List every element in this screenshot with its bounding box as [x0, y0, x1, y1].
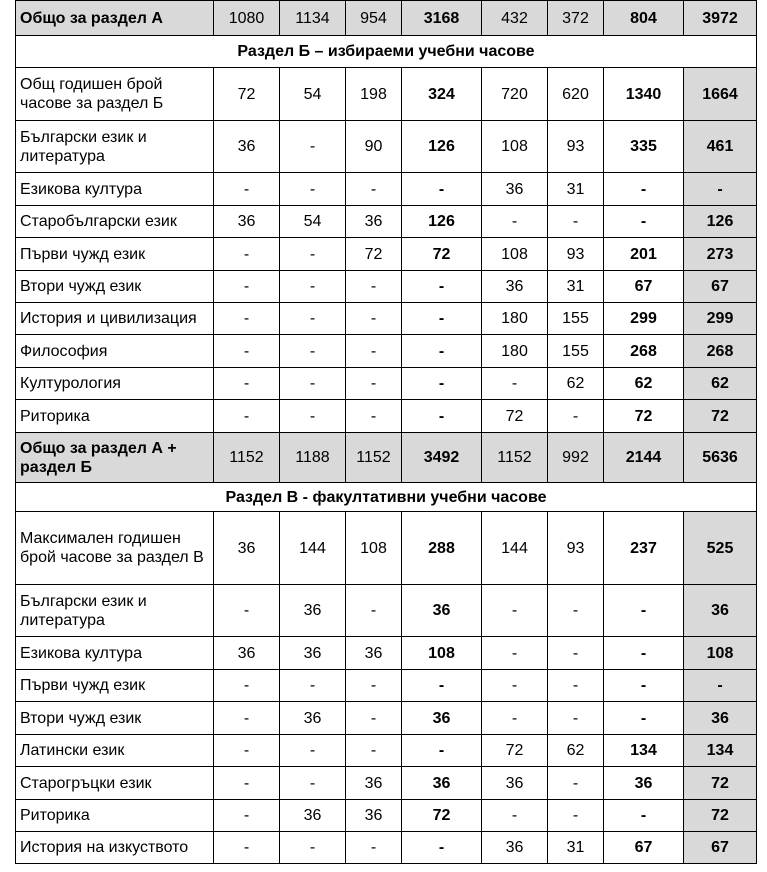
hours-cell: 93: [548, 238, 604, 271]
hours-cell: 36: [280, 585, 346, 637]
hours-cell: -: [548, 670, 604, 702]
hours-cell: 273: [684, 238, 757, 271]
hours-cell: -: [482, 670, 548, 702]
hours-cell: -: [280, 271, 346, 303]
hours-cell: 93: [548, 121, 604, 173]
hours-cell: 620: [548, 68, 604, 121]
hours-cell: -: [280, 735, 346, 767]
subject-label: Общо за раздел А: [16, 1, 214, 36]
hours-cell: 31: [548, 271, 604, 303]
hours-cell: -: [214, 800, 280, 832]
hours-cell: 954: [346, 1, 402, 36]
hours-cell: 201: [604, 238, 684, 271]
hours-cell: 72: [482, 735, 548, 767]
hours-cell: 72: [482, 400, 548, 433]
hours-cell: -: [280, 400, 346, 433]
hours-cell: -: [280, 767, 346, 800]
hours-cell: -: [214, 767, 280, 800]
hours-cell: -: [346, 702, 402, 735]
table-row: [16, 670, 757, 702]
hours-cell: -: [280, 303, 346, 335]
hours-cell: 126: [402, 206, 482, 238]
hours-cell: -: [214, 735, 280, 767]
hours-cell: 1152: [214, 433, 280, 483]
table-row: [16, 735, 757, 767]
hours-cell: -: [346, 368, 402, 400]
hours-cell: 432: [482, 1, 548, 36]
hours-cell: 36: [482, 271, 548, 303]
subject-label: Максимален годишен брой часове за раздел В: [16, 512, 214, 585]
hours-cell: 62: [684, 368, 757, 400]
section-title: Раздел Б – избираеми учебни часове: [16, 36, 757, 68]
hours-cell: 126: [402, 121, 482, 173]
hours-cell: -: [402, 735, 482, 767]
hours-cell: -: [482, 702, 548, 735]
hours-cell: -: [548, 702, 604, 735]
hours-cell: 198: [346, 68, 402, 121]
hours-cell: -: [548, 637, 604, 670]
table-row: [16, 800, 757, 832]
hours-cell: 108: [684, 637, 757, 670]
hours-cell: 5636: [684, 433, 757, 483]
hours-cell: 72: [684, 800, 757, 832]
hours-cell: -: [402, 335, 482, 368]
hours-cell: 237: [604, 512, 684, 585]
curriculum-table: [15, 0, 757, 864]
hours-cell: 36: [482, 767, 548, 800]
total-row: [16, 1, 757, 36]
hours-cell: 720: [482, 68, 548, 121]
subject-label: Културология: [16, 368, 214, 400]
hours-cell: -: [214, 173, 280, 206]
subject-label: Латински език: [16, 735, 214, 767]
hours-cell: -: [346, 335, 402, 368]
subject-label: Риторика: [16, 400, 214, 433]
hours-cell: -: [346, 173, 402, 206]
hours-cell: -: [482, 800, 548, 832]
table-row: [16, 271, 757, 303]
hours-cell: -: [402, 400, 482, 433]
hours-cell: -: [548, 206, 604, 238]
hours-cell: 324: [402, 68, 482, 121]
table-row: [16, 368, 757, 400]
table-row: [16, 238, 757, 271]
hours-cell: -: [548, 800, 604, 832]
hours-cell: 31: [548, 832, 604, 864]
hours-cell: 144: [280, 512, 346, 585]
hours-cell: -: [280, 368, 346, 400]
hours-cell: -: [346, 832, 402, 864]
hours-cell: -: [346, 670, 402, 702]
hours-cell: 54: [280, 206, 346, 238]
subject-label: Общо за раздел А + раздел Б: [16, 433, 214, 483]
hours-cell: 36: [482, 832, 548, 864]
hours-cell: 36: [280, 800, 346, 832]
hours-cell: 31: [548, 173, 604, 206]
hours-cell: 72: [604, 400, 684, 433]
hours-cell: 67: [684, 271, 757, 303]
hours-cell: 36: [280, 702, 346, 735]
hours-cell: 36: [280, 637, 346, 670]
hours-cell: -: [548, 767, 604, 800]
hours-cell: 525: [684, 512, 757, 585]
subject-label: История на изкуството: [16, 832, 214, 864]
hours-cell: 155: [548, 335, 604, 368]
hours-cell: -: [402, 368, 482, 400]
hours-cell: -: [402, 303, 482, 335]
hours-cell: -: [402, 271, 482, 303]
hours-cell: 36: [346, 637, 402, 670]
hours-cell: -: [346, 585, 402, 637]
hours-cell: -: [214, 368, 280, 400]
subject-label: Езикова култура: [16, 173, 214, 206]
hours-cell: -: [280, 238, 346, 271]
hours-cell: 2144: [604, 433, 684, 483]
hours-cell: -: [280, 335, 346, 368]
subject-label: История и цивилизация: [16, 303, 214, 335]
hours-cell: 1152: [346, 433, 402, 483]
hours-cell: -: [402, 832, 482, 864]
hours-cell: 36: [214, 512, 280, 585]
hours-cell: 299: [604, 303, 684, 335]
hours-cell: 36: [214, 206, 280, 238]
table-row: [16, 400, 757, 433]
hours-cell: 72: [214, 68, 280, 121]
hours-cell: 108: [346, 512, 402, 585]
hours-cell: 62: [604, 368, 684, 400]
hours-cell: -: [214, 335, 280, 368]
section-header-row: [16, 36, 757, 68]
hours-cell: 992: [548, 433, 604, 483]
hours-cell: -: [548, 400, 604, 433]
table-row: [16, 121, 757, 173]
table-body: [16, 1, 757, 864]
subject-label: Философия: [16, 335, 214, 368]
hours-cell: -: [346, 271, 402, 303]
hours-cell: 1188: [280, 433, 346, 483]
hours-cell: 62: [548, 735, 604, 767]
section-title: Раздел В - факултативни учебни часове: [16, 483, 757, 512]
hours-cell: 461: [684, 121, 757, 173]
hours-cell: -: [684, 173, 757, 206]
table-row: [16, 637, 757, 670]
subject-label: Първи чужд език: [16, 670, 214, 702]
hours-cell: -: [402, 670, 482, 702]
hours-cell: -: [280, 670, 346, 702]
hours-cell: -: [604, 637, 684, 670]
hours-cell: 36: [402, 767, 482, 800]
hours-cell: 268: [604, 335, 684, 368]
subject-label: Старогръцки език: [16, 767, 214, 800]
hours-cell: 144: [482, 512, 548, 585]
hours-cell: 268: [684, 335, 757, 368]
table-row: [16, 173, 757, 206]
hours-cell: -: [482, 637, 548, 670]
table-row: [16, 702, 757, 735]
hours-cell: 299: [684, 303, 757, 335]
hours-cell: 3168: [402, 1, 482, 36]
subject-label: Риторика: [16, 800, 214, 832]
table-row: [16, 206, 757, 238]
hours-cell: 36: [402, 702, 482, 735]
hours-cell: 1340: [604, 68, 684, 121]
hours-cell: 134: [604, 735, 684, 767]
subject-label: Втори чужд език: [16, 271, 214, 303]
hours-cell: 54: [280, 68, 346, 121]
hours-cell: -: [280, 173, 346, 206]
subject-label: Втори чужд език: [16, 702, 214, 735]
table-row: [16, 585, 757, 637]
subject-label: Общ годишен брой часове за раздел Б: [16, 68, 214, 121]
table-row: [16, 335, 757, 368]
hours-cell: 72: [684, 400, 757, 433]
hours-cell: 36: [214, 637, 280, 670]
hours-cell: -: [604, 585, 684, 637]
hours-cell: -: [482, 368, 548, 400]
hours-cell: 108: [482, 121, 548, 173]
hours-cell: -: [604, 173, 684, 206]
hours-cell: -: [604, 800, 684, 832]
hours-cell: -: [482, 585, 548, 637]
hours-cell: 134: [684, 735, 757, 767]
hours-cell: 108: [482, 238, 548, 271]
hours-cell: 72: [402, 800, 482, 832]
hours-cell: -: [214, 238, 280, 271]
hours-cell: -: [684, 670, 757, 702]
hours-cell: 155: [548, 303, 604, 335]
hours-cell: -: [214, 303, 280, 335]
hours-cell: -: [214, 670, 280, 702]
hours-cell: 90: [346, 121, 402, 173]
hours-cell: -: [604, 206, 684, 238]
hours-cell: -: [214, 702, 280, 735]
hours-cell: 36: [402, 585, 482, 637]
hours-cell: -: [214, 585, 280, 637]
total-row: [16, 433, 757, 483]
subject-label: Старобългарски език: [16, 206, 214, 238]
subject-label: Български език и литература: [16, 121, 214, 173]
hours-cell: -: [214, 400, 280, 433]
hours-cell: -: [346, 400, 402, 433]
hours-cell: 3972: [684, 1, 757, 36]
hours-cell: 72: [402, 238, 482, 271]
hours-cell: -: [346, 735, 402, 767]
hours-cell: 36: [214, 121, 280, 173]
hours-cell: -: [482, 206, 548, 238]
hours-cell: 67: [684, 832, 757, 864]
hours-cell: 72: [346, 238, 402, 271]
table-row: [16, 68, 757, 121]
hours-cell: 67: [604, 271, 684, 303]
hours-cell: -: [346, 303, 402, 335]
table-row: [16, 303, 757, 335]
subject-label: Първи чужд език: [16, 238, 214, 271]
hours-cell: 1664: [684, 68, 757, 121]
hours-cell: 126: [684, 206, 757, 238]
hours-cell: 36: [684, 702, 757, 735]
hours-cell: 36: [346, 800, 402, 832]
hours-cell: 36: [346, 767, 402, 800]
subject-label: Езикова култура: [16, 637, 214, 670]
hours-cell: 36: [604, 767, 684, 800]
hours-cell: -: [548, 585, 604, 637]
table-row: [16, 512, 757, 585]
hours-cell: 36: [482, 173, 548, 206]
section-header-row: [16, 483, 757, 512]
hours-cell: 108: [402, 637, 482, 670]
hours-cell: 67: [604, 832, 684, 864]
hours-cell: -: [604, 670, 684, 702]
hours-cell: -: [402, 173, 482, 206]
hours-cell: -: [280, 121, 346, 173]
hours-cell: -: [604, 702, 684, 735]
hours-cell: -: [214, 832, 280, 864]
subject-label: Български език и литература: [16, 585, 214, 637]
hours-cell: 335: [604, 121, 684, 173]
hours-cell: 36: [346, 206, 402, 238]
table-row: [16, 832, 757, 864]
hours-cell: 1152: [482, 433, 548, 483]
hours-cell: 1080: [214, 1, 280, 36]
hours-cell: -: [280, 832, 346, 864]
hours-cell: 3492: [402, 433, 482, 483]
hours-cell: 288: [402, 512, 482, 585]
hours-cell: 372: [548, 1, 604, 36]
hours-cell: 180: [482, 303, 548, 335]
hours-cell: -: [214, 271, 280, 303]
hours-cell: 36: [684, 585, 757, 637]
hours-cell: 62: [548, 368, 604, 400]
hours-cell: 1134: [280, 1, 346, 36]
table-row: [16, 767, 757, 800]
hours-cell: 180: [482, 335, 548, 368]
hours-cell: 93: [548, 512, 604, 585]
hours-cell: 804: [604, 1, 684, 36]
hours-cell: 72: [684, 767, 757, 800]
